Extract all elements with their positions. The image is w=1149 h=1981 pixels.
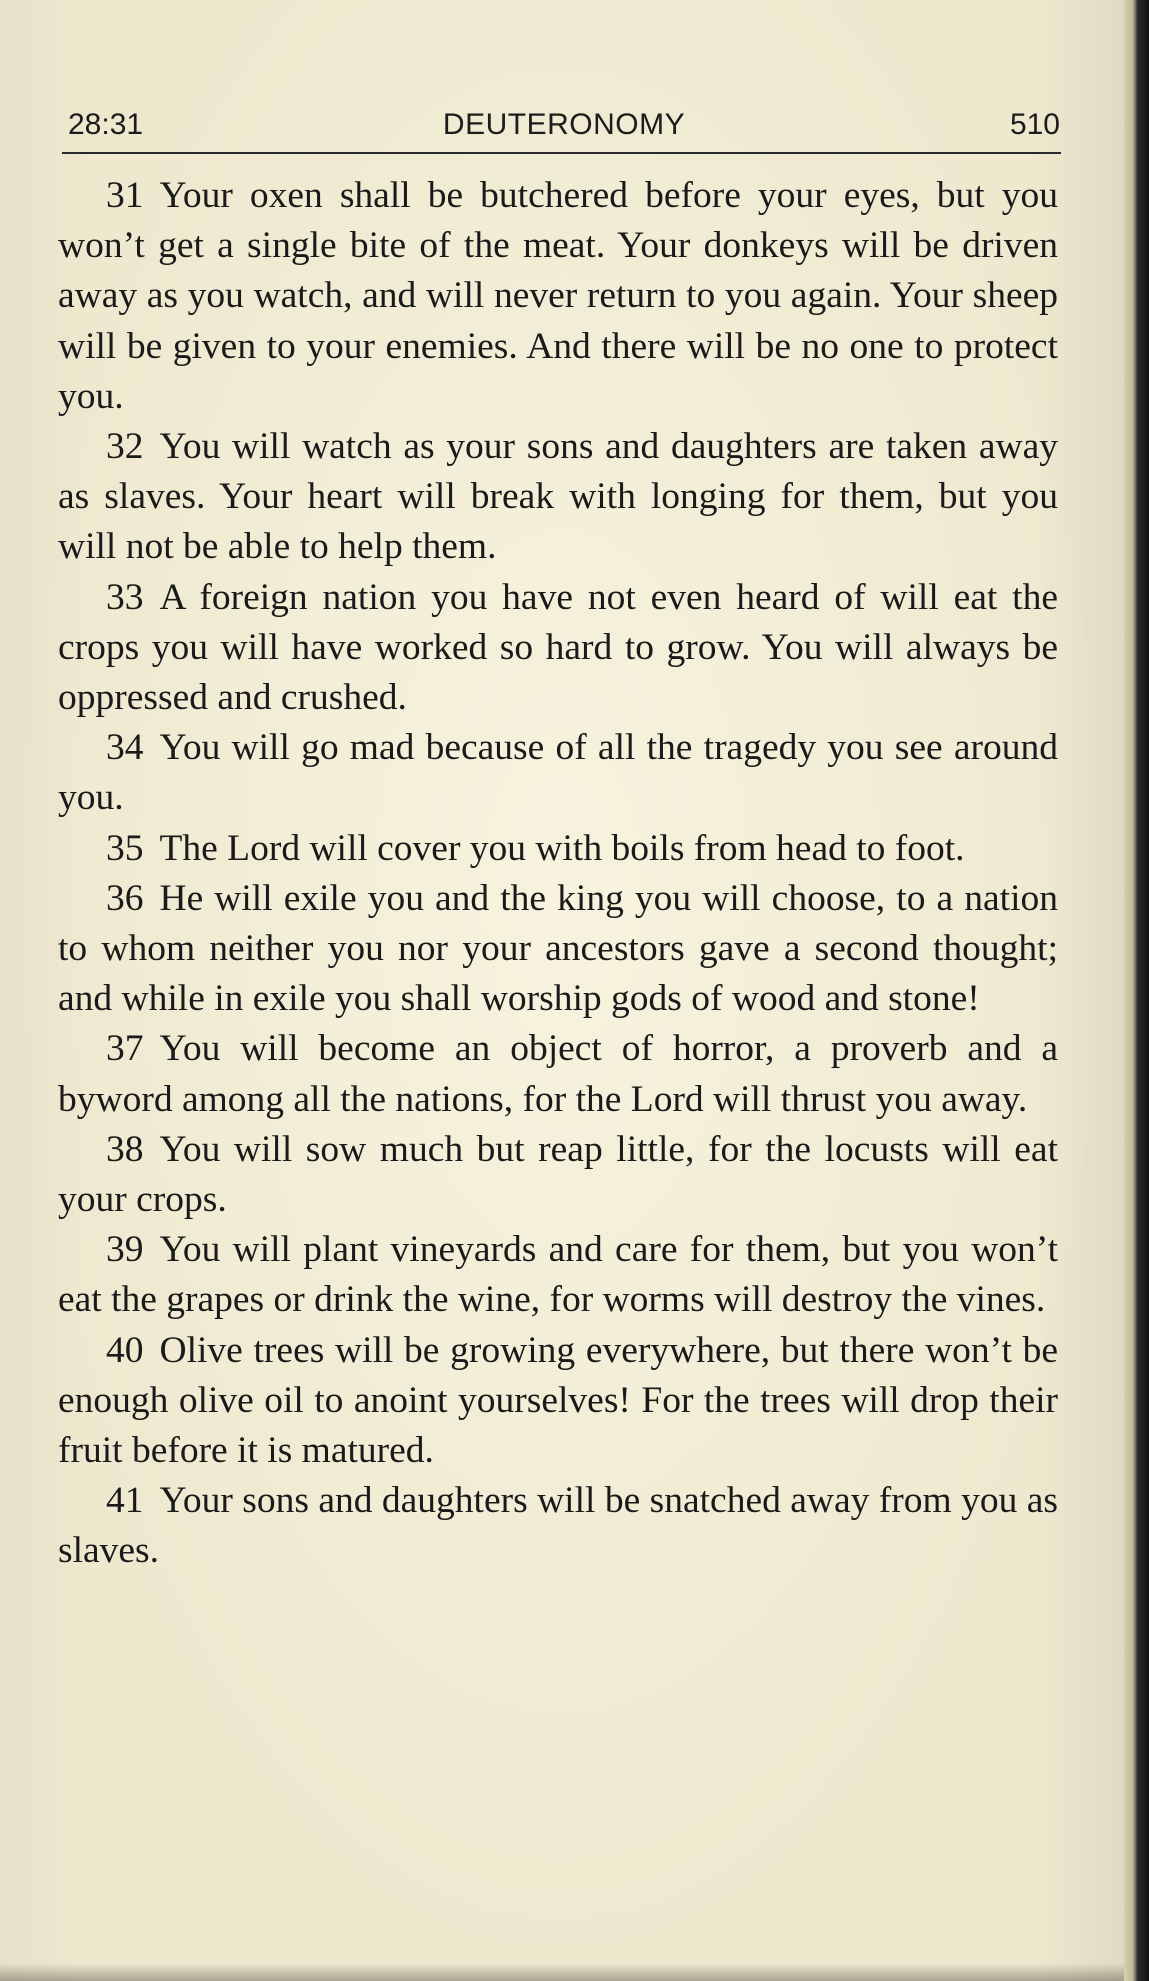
verse (58, 874, 1058, 1025)
verse-text: You will watch as your sons and daughters are taken away as slaves. Your heart will break with longing for them, but you will not be able to help them. (58, 426, 1058, 568)
header-rule (62, 152, 1061, 154)
chapter-verse-reference: 28:31 (68, 108, 144, 141)
verse-number: 36 (106, 877, 144, 919)
verse-text: Your sons and daughters will be snatched away from you as slaves. (58, 1480, 1058, 1572)
verse (58, 1125, 1058, 1225)
verse (58, 573, 1058, 724)
verse (58, 1476, 1058, 1576)
page-bottom-shadow (0, 1963, 1124, 1981)
verse (58, 171, 1058, 422)
verse-text: You will become an object of horror, a proverb and a byword among all the nations, for the Lord will thrust you away. (58, 1028, 1058, 1120)
verse-number: 31 (106, 175, 144, 216)
verse-number: 41 (106, 1480, 144, 1522)
verse (58, 1225, 1058, 1325)
verse (58, 422, 1058, 573)
verse-text: A foreign nation you have not even heard of will eat the crops you will have worked so hard to grow. You will always be oppressed and crushed. (58, 576, 1058, 719)
verse-number: 34 (106, 727, 144, 769)
verse-text: Olive trees will be growing everywhere, but there won’t be enough olive oil to anoint yourselves! For the trees will drop their fruit before it is matured. (58, 1329, 1058, 1472)
verse-number: 38 (106, 1128, 144, 1170)
verse-number: 37 (106, 1028, 144, 1070)
verse (58, 1024, 1058, 1124)
verse (58, 824, 1058, 874)
page-number: 510 (1009, 108, 1060, 141)
verse-number: 33 (106, 576, 144, 618)
scripture-text (58, 171, 1058, 1577)
verse-text: Your oxen shall be butchered before your eyes, but you won’t get a single bite of the meat. Your donkeys will be driven away as you watch, and will never return to you again. Your sheep will be given to your enemies. And there will be no one to protect you. (58, 175, 1058, 417)
verse (58, 1326, 1058, 1477)
verse (58, 723, 1058, 823)
running-header (68, 108, 1060, 152)
verse-text: You will go mad because of all the tragedy you see around you. (58, 727, 1058, 819)
verse-number: 32 (106, 426, 144, 468)
page-edge (1124, 0, 1149, 1981)
verse-number: 40 (106, 1329, 144, 1371)
book-title: DEUTERONOMY (442, 108, 686, 141)
verse-text: He will exile you and the king you will choose, to a nation to whom neither you nor your ancestors gave a second thought; and while in exile you shall worship gods of wood and stone! (58, 877, 1058, 1020)
verse-text: You will sow much but reap little, for the locusts will eat your crops. (58, 1128, 1058, 1221)
verse-text: You will plant vineyards and care for them, but you won’t eat the grapes or drink the wine, for worms will destroy the vines. (58, 1229, 1058, 1321)
verse-text: The Lord will cover you with boils from head to foot. (159, 827, 965, 869)
verse-number: 35 (106, 827, 144, 869)
verse-number: 39 (106, 1229, 144, 1271)
